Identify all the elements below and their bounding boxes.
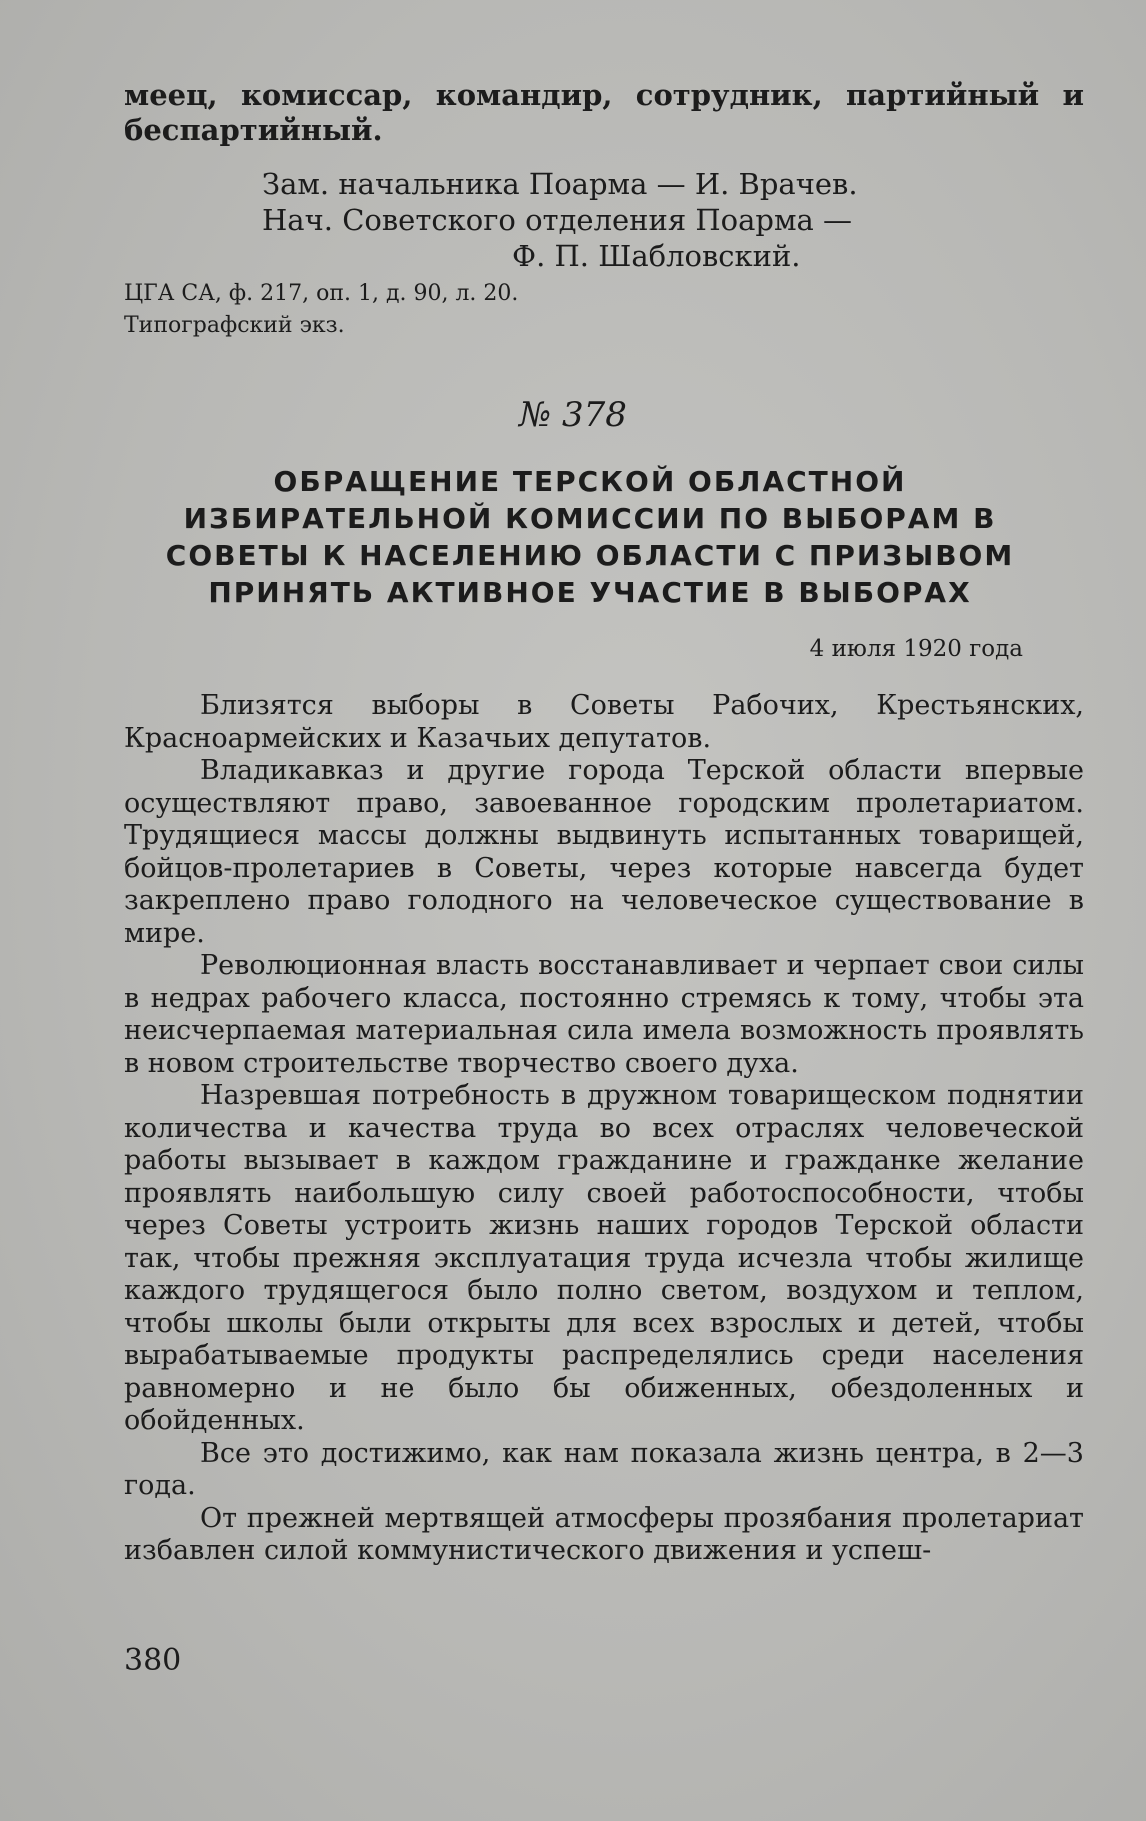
document-date: 4 июля 1920 года bbox=[809, 636, 1023, 662]
paragraph: Владикавказ и другие города Терской области впервые осуществляют право, завоеванное городским пролетариатом. Трудящиеся массы должны выдвинуть испытанных товарищей, бойцов-пролетариев в Советы, через которые навсегда будет закреплено право голодного на человеческое существование в мире. bbox=[124, 755, 1084, 949]
signatures-block bbox=[262, 166, 902, 274]
document-number: № 378 bbox=[519, 395, 627, 435]
continuation-text: меец, комиссар, командир, сотрудник, партийный и беспартийный. bbox=[124, 78, 1084, 147]
paragraph: От прежней мертвящей атмосферы прозябания пролетариат избавлен силой коммунистического движения и успеш- bbox=[124, 1502, 1084, 1566]
paragraph: Революционная власть восстанавливает и черпает свои силы в недрах рабочего класса, постоянно стремясь к тому, чтобы эта неисчерпаемая материальная сила имела возможность проявлять в новом строительстве творчество своего духа. bbox=[124, 950, 1084, 1079]
signature-line-1: Зам. начальника Поарма — И. Врачев. bbox=[262, 167, 858, 201]
archive-reference: ЦГА СА, ф. 217, оп. 1, д. 90, л. 20. bbox=[124, 281, 519, 306]
page-number: 380 bbox=[124, 1643, 182, 1678]
paragraph: Близятся выборы в Советы Рабочих, Крестьянских, Красноармейских и Казачьих депутатов. bbox=[124, 690, 1084, 754]
signature-line-3: Ф. П. Шабловский. bbox=[512, 239, 801, 273]
document-body bbox=[124, 690, 1084, 1568]
paragraph: Назревшая потребность в дружном товарищеском поднятии количества и качества труда во всех отраслях человеческой работы вызывает в каждом гражданине и гражданке желание проявлять наибольшую силу своей работоспособности, чтобы через Советы устроить жизнь наших городов Терской области так, чтобы прежняя эксплуатация труда исчезла чтобы жилище каждого трудящегося было полно светом, воздухом и теплом, чтобы школы были открыты для всех взрослых и детей, чтобы вырабатываемые продукты распределялись среди населения равномерно и не было бы обиженных, обездоленных и обойденных. bbox=[124, 1080, 1084, 1436]
archive-reference-block bbox=[124, 278, 518, 342]
document-title: ОБРАЩЕНИЕ ТЕРСКОЙ ОБЛАСТНОЙ ИЗБИРАТЕЛЬНОЙ КОМИССИИ ПО ВЫБОРАМ В СОВЕТЫ К НАСЕЛЕНИЮ ОБЛАСТИ С ПРИЗЫВОМ ПРИНЯТЬ АКТИВНОЕ УЧАСТИЕ В ВЫБОРАХ bbox=[165, 465, 1015, 609]
paragraph: Все это достижимо, как нам показала жизнь центра, в 2—3 года. bbox=[124, 1437, 1084, 1501]
signature-line-2: Нач. Советского отделения Поарма — bbox=[262, 203, 853, 237]
archive-copy-type: Типографский экз. bbox=[124, 313, 345, 338]
